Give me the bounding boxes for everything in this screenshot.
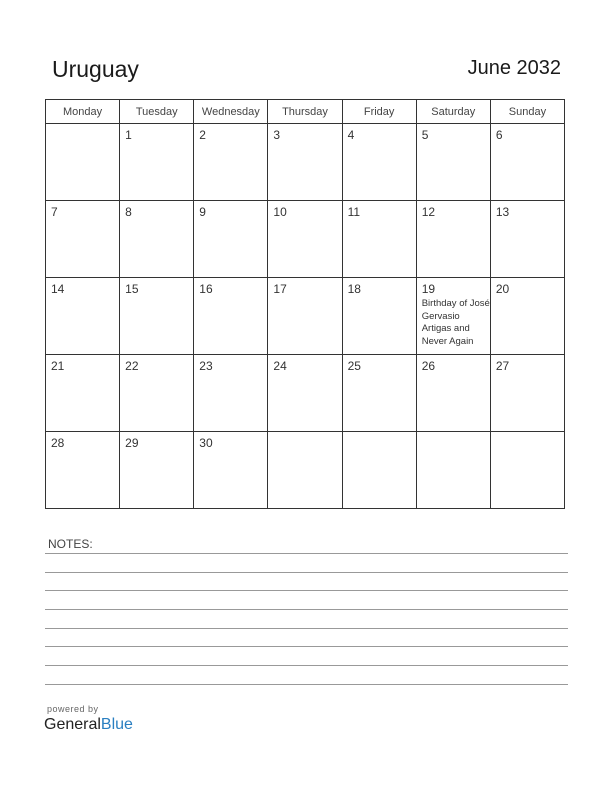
- brand-part-blue: Blue: [100, 716, 133, 733]
- note-line: [45, 684, 568, 685]
- day-cell: [490, 278, 564, 355]
- day-cell: [416, 201, 490, 278]
- day-number: 21: [51, 359, 65, 373]
- day-cell: [490, 355, 564, 432]
- holiday-label: Birthday of José Gervasio Artigas and Never Again: [421, 298, 490, 347]
- day-number: 4: [347, 128, 355, 142]
- empty-day-cell: [342, 432, 416, 509]
- day-number: 19: [421, 282, 436, 296]
- day-number: 1: [125, 128, 132, 142]
- day-cell: [194, 278, 268, 355]
- note-line: [45, 572, 568, 573]
- day-cell: [268, 124, 342, 201]
- day-number: 5: [421, 128, 429, 142]
- calendar-week-row: [46, 278, 565, 355]
- day-number: 26: [421, 359, 436, 373]
- note-line: [45, 553, 568, 554]
- day-number: 12: [421, 205, 436, 219]
- calendar-week-row: [46, 124, 565, 201]
- day-number: 6: [495, 128, 503, 142]
- day-cell: [416, 124, 490, 201]
- day-cell: [268, 355, 342, 432]
- day-number: 10: [273, 205, 287, 219]
- empty-day-cell: [46, 124, 120, 201]
- weekday-monday: Monday: [46, 100, 120, 124]
- note-line: [45, 609, 568, 610]
- day-cell: [416, 278, 490, 355]
- day-number: 25: [347, 359, 361, 373]
- weekday-sunday: Sunday: [490, 100, 564, 124]
- weekday-wednesday: Wednesday: [194, 100, 268, 124]
- day-cell: [194, 432, 268, 509]
- weekday-friday: Friday: [342, 100, 416, 124]
- day-cell: [490, 124, 564, 201]
- day-cell: [342, 278, 416, 355]
- day-number: 16: [199, 282, 213, 296]
- note-line: [45, 646, 568, 647]
- day-number: 9: [199, 205, 206, 219]
- day-cell: [120, 201, 194, 278]
- day-number: 27: [495, 359, 510, 373]
- day-cell: [46, 278, 120, 355]
- note-line: [45, 665, 568, 666]
- calendar-week-row: [46, 201, 565, 278]
- day-number: 13: [495, 205, 510, 219]
- day-number: 23: [199, 359, 213, 373]
- calendar-week-row: [46, 432, 565, 509]
- weekday-tuesday: Tuesday: [120, 100, 194, 124]
- note-line: [45, 590, 568, 591]
- weekday-saturday: Saturday: [416, 100, 490, 124]
- day-cell: [194, 201, 268, 278]
- day-number: 18: [347, 282, 361, 296]
- day-cell: [416, 355, 490, 432]
- day-cell: [490, 201, 564, 278]
- calendar-grid: [45, 99, 565, 509]
- day-number: 14: [51, 282, 65, 296]
- country-title: Uruguay: [52, 56, 139, 82]
- day-cell: [46, 355, 120, 432]
- day-number: 3: [273, 128, 281, 142]
- day-cell: [268, 201, 342, 278]
- day-number: 29: [125, 436, 139, 450]
- empty-day-cell: [490, 432, 564, 509]
- day-cell: [268, 278, 342, 355]
- day-number: 7: [51, 205, 58, 219]
- day-cell: [194, 355, 268, 432]
- day-number: 28: [51, 436, 65, 450]
- day-cell: [342, 355, 416, 432]
- day-cell: [194, 124, 268, 201]
- day-cell: [120, 124, 194, 201]
- day-number: 30: [199, 436, 213, 450]
- weekday-thursday: Thursday: [268, 100, 342, 124]
- day-number: 2: [199, 128, 206, 142]
- day-cell: [342, 124, 416, 201]
- brand-part-general: General: [44, 716, 101, 733]
- day-cell: [46, 201, 120, 278]
- day-cell: [120, 432, 194, 509]
- day-number: 11: [347, 205, 361, 219]
- notes-label: NOTES:: [48, 537, 93, 551]
- day-number: 15: [125, 282, 139, 296]
- calendar-week-row: [46, 355, 565, 432]
- day-number: 22: [125, 359, 139, 373]
- weekday-header-row: [46, 100, 565, 124]
- generalblue-logo[interactable]: [44, 716, 133, 734]
- day-number: 8: [125, 205, 132, 219]
- note-line: [45, 628, 568, 629]
- month-year-title: June 2032: [467, 57, 561, 79]
- empty-day-cell: [416, 432, 490, 509]
- day-number: 24: [273, 359, 287, 373]
- day-cell: [120, 278, 194, 355]
- day-number: 20: [495, 282, 510, 296]
- day-cell: [120, 355, 194, 432]
- day-cell: [46, 432, 120, 509]
- day-number: 17: [273, 282, 287, 296]
- empty-day-cell: [268, 432, 342, 509]
- powered-by-text: powered by: [47, 704, 99, 714]
- day-cell: [342, 201, 416, 278]
